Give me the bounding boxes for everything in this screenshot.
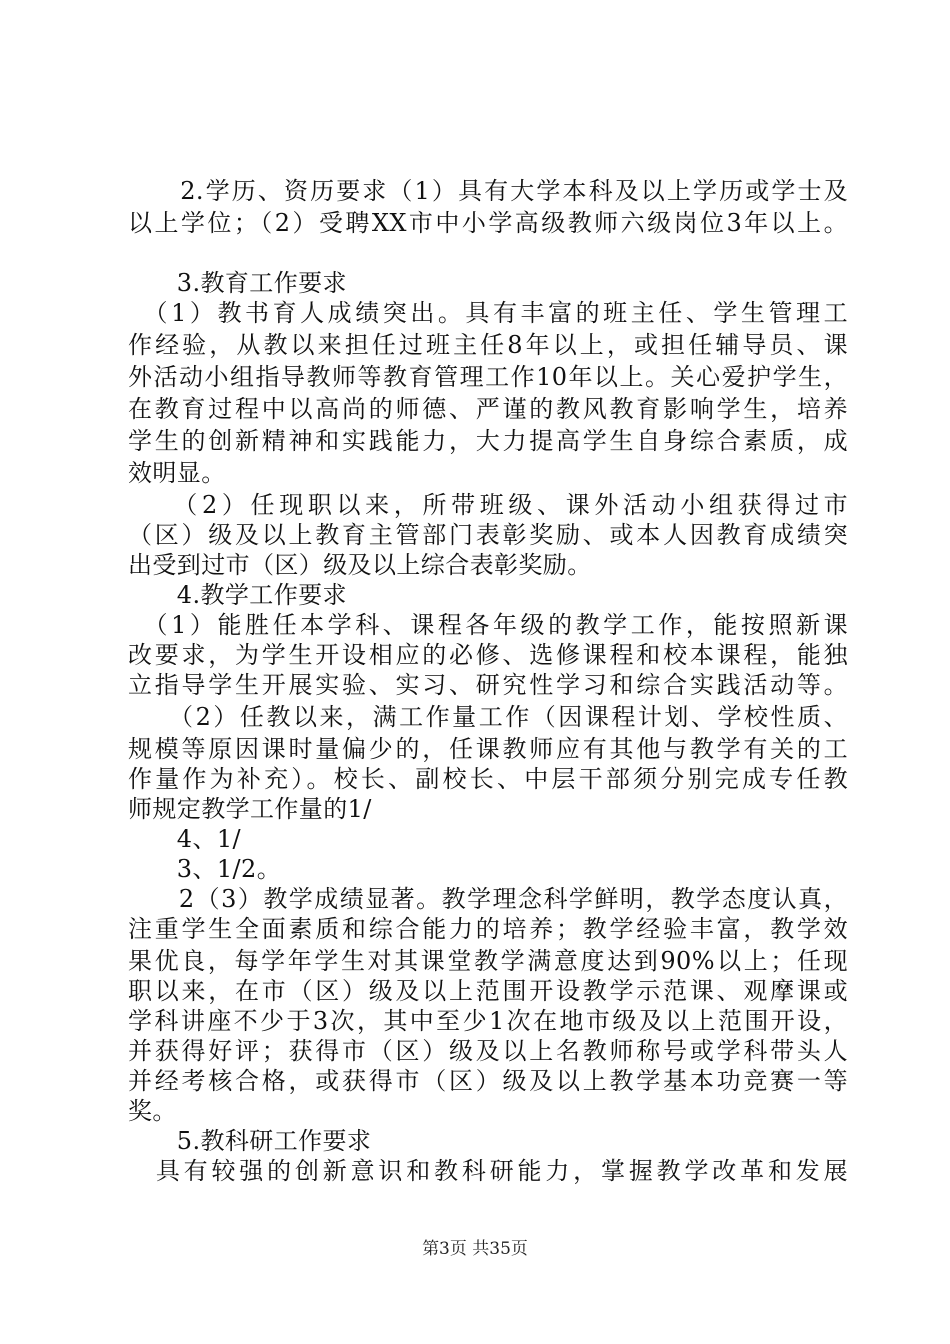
- body-line: 效明显。: [128, 459, 226, 487]
- body-line: （区）级及以上教育主管部门表彰奖励、或本人因教育成绩突: [128, 521, 848, 549]
- body-line: 并获得好评；获得市（区）级及以上名教师称号或学科带头人: [128, 1037, 848, 1065]
- body-line: 职以来，在市（区）级及以上范围开设教学示范课、观摩课或: [128, 977, 848, 1005]
- body-line: （1）能胜任本学科、课程各年级的教学工作，能按照新课: [128, 611, 848, 639]
- body-line: 2（3）教学成绩显著。教学理念科学鲜明，教学态度认真，: [128, 885, 848, 913]
- body-line: 4、1/: [128, 825, 242, 853]
- body-line: 师规定教学工作量的1/: [128, 795, 372, 823]
- body-line: 3、1/2。: [128, 855, 282, 883]
- body-line: （2）任现职以来，所带班级、课外活动小组获得过市: [128, 491, 848, 519]
- section-heading: 5.教科研工作要求: [128, 1127, 372, 1155]
- body-line: 在教育过程中以高尚的师德、严谨的教风教育影响学生，培养: [128, 395, 848, 423]
- body-line: 学生的创新精神和实践能力，大力提高学生自身综合素质，成: [128, 427, 848, 455]
- body-line: 出受到过市（区）级及以上综合表彰奖励。: [128, 551, 592, 579]
- body-line: 作量作为补充）。校长、副校长、中层干部须分别完成专任教: [128, 765, 848, 793]
- body-line: （2）任教以来，满工作量工作（因课程计划、学校性质、: [128, 703, 848, 731]
- body-line: 果优良，每学年学生对其课堂教学满意度达到90%以上；任现: [128, 947, 848, 975]
- body-line: 外活动小组指导教师等教育管理工作10年以上。关心爱护学生，: [128, 363, 848, 391]
- body-line: 以上学位；（2）受聘XX市中小学高级教师六级岗位3年以上。: [128, 209, 848, 237]
- body-line: 注重学生全面素质和综合能力的培养；教学经验丰富，教学效: [128, 915, 848, 943]
- page-number-footer: 第3页 共35页: [422, 1239, 528, 1259]
- section-heading: 4.教学工作要求: [128, 581, 347, 609]
- body-line: 奖。: [128, 1097, 177, 1125]
- body-line: 学科讲座不少于3次，其中至少1次在地市级及以上范围开设，: [128, 1007, 848, 1035]
- body-line: 作经验，从教以来担任过班主任8年以上，或担任辅导员、课: [128, 331, 848, 359]
- body-line: 具有较强的创新意识和教科研能力，掌握教学改革和发展: [128, 1157, 848, 1185]
- body-line: 并经考核合格，或获得市（区）级及以上教学基本功竞赛一等: [128, 1067, 848, 1095]
- section-heading: 3.教育工作要求: [128, 269, 347, 297]
- body-line: （1）教书育人成绩突出。具有丰富的班主任、学生管理工: [128, 299, 848, 327]
- body-line: 2.学历、资历要求（1）具有大学本科及以上学历或学士及: [128, 177, 848, 205]
- body-line: 改要求，为学生开设相应的必修、选修课程和校本课程，能独: [128, 641, 848, 669]
- body-line: 规模等原因课时量偏少的，任课教师应有其他与教学有关的工: [128, 735, 848, 763]
- body-line: 立指导学生开展实验、实习、研究性学习和综合实践活动等。: [128, 671, 848, 699]
